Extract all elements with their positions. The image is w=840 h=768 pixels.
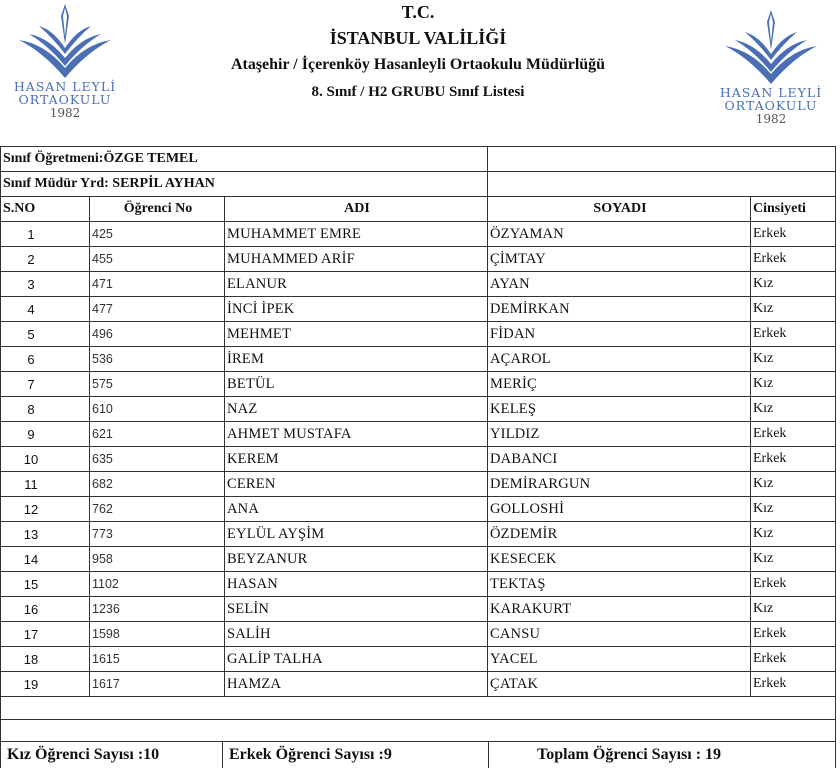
student-sno: 10	[1, 447, 90, 472]
student-sno: 2	[1, 247, 90, 272]
student-sno: 4	[1, 297, 90, 322]
student-no: 610	[90, 397, 225, 422]
student-sno: 12	[1, 497, 90, 522]
student-gender: Erkek	[751, 647, 836, 672]
student-no: 536	[90, 347, 225, 372]
student-surname: ÖZDEMİR	[488, 522, 751, 547]
vice-principal-info: Sınıf Müdür Yrd: SERPİL AYHAN	[1, 172, 488, 197]
student-no: 635	[90, 447, 225, 472]
student-no: 425	[90, 222, 225, 247]
student-no: 455	[90, 247, 225, 272]
header-line-4: 8. Sınıf / H2 GRUBU Sınıf Listesi	[311, 84, 525, 100]
student-surname: MERİÇ	[488, 372, 751, 397]
student-no: 621	[90, 422, 225, 447]
student-name: BETÜL	[225, 372, 488, 397]
student-name: ANA	[225, 497, 488, 522]
student-gender: Kız	[751, 497, 836, 522]
student-name: HAMZA	[225, 672, 488, 697]
student-gender: Erkek	[751, 247, 836, 272]
table-row	[1, 622, 836, 647]
student-gender: Erkek	[751, 622, 836, 647]
table-row	[1, 597, 836, 622]
logo-name-1: HASAN LEYLİ	[719, 85, 823, 100]
student-no: 1236	[90, 597, 225, 622]
student-surname: KELEŞ	[488, 397, 751, 422]
table-row	[1, 472, 836, 497]
student-surname: KESECEK	[488, 547, 751, 572]
student-name: MUHAMMED ARİF	[225, 247, 488, 272]
column-header-gender: Cinsiyeti	[751, 197, 836, 222]
student-name: AHMET MUSTAFA	[225, 422, 488, 447]
table-row	[1, 297, 836, 322]
student-surname: GOLLOSHİ	[488, 497, 751, 522]
student-no: 1615	[90, 647, 225, 672]
table-row	[1, 372, 836, 397]
girl-count: Kız Öğrenci Sayısı :10	[0, 741, 222, 768]
student-gender: Kız	[751, 347, 836, 372]
student-name: ELANUR	[225, 272, 488, 297]
student-no: 496	[90, 322, 225, 347]
student-no: 575	[90, 372, 225, 397]
vice-principal-row	[1, 172, 836, 197]
spacer-row	[1, 697, 836, 720]
student-no: 1102	[90, 572, 225, 597]
student-name: EYLÜL AYŞİM	[225, 522, 488, 547]
student-gender: Erkek	[751, 222, 836, 247]
table-row	[1, 497, 836, 522]
table-header-row	[1, 197, 836, 222]
summary-footer	[0, 741, 836, 768]
student-name: GALİP TALHA	[225, 647, 488, 672]
student-no: 471	[90, 272, 225, 297]
student-surname: ÇİMTAY	[488, 247, 751, 272]
student-name: SALİH	[225, 622, 488, 647]
student-surname: FİDAN	[488, 322, 751, 347]
student-name: SELİN	[225, 597, 488, 622]
table-row	[1, 672, 836, 697]
school-logo-right	[706, 6, 836, 126]
student-sno: 3	[1, 272, 90, 297]
table-row	[1, 272, 836, 297]
student-name: BEYZANUR	[225, 547, 488, 572]
student-no: 1617	[90, 672, 225, 697]
student-sno: 11	[1, 472, 90, 497]
student-gender: Kız	[751, 547, 836, 572]
table-row	[1, 447, 836, 472]
student-no: 1598	[90, 622, 225, 647]
teacher-info: Sınıf Öğretmeni:ÖZGE TEMEL	[1, 147, 488, 172]
student-no: 477	[90, 297, 225, 322]
student-sno: 17	[1, 622, 90, 647]
student-gender: Erkek	[751, 322, 836, 347]
student-gender: Erkek	[751, 447, 836, 472]
student-sno: 5	[1, 322, 90, 347]
table-row	[1, 522, 836, 547]
student-gender: Erkek	[751, 572, 836, 597]
book-pen-logo-icon	[721, 6, 821, 86]
student-surname: DABANCI	[488, 447, 751, 472]
table-row	[1, 647, 836, 672]
student-name: NAZ	[225, 397, 488, 422]
student-no: 762	[90, 497, 225, 522]
student-gender: Erkek	[751, 422, 836, 447]
student-sno: 14	[1, 547, 90, 572]
student-sno: 7	[1, 372, 90, 397]
student-gender: Kız	[751, 522, 836, 547]
book-pen-logo-icon	[15, 0, 115, 80]
student-sno: 15	[1, 572, 90, 597]
student-name: HASAN	[225, 572, 488, 597]
student-surname: CANSU	[488, 622, 751, 647]
student-sno: 1	[1, 222, 90, 247]
student-sno: 19	[1, 672, 90, 697]
student-name: KEREM	[225, 447, 488, 472]
student-table	[0, 146, 836, 720]
table-row	[1, 222, 836, 247]
student-surname: DEMİRARGUN	[488, 472, 751, 497]
student-surname: AÇAROL	[488, 347, 751, 372]
logo-year: 1982	[755, 112, 787, 126]
student-surname: TEKTAŞ	[488, 572, 751, 597]
column-header-name: ADI	[225, 197, 488, 222]
student-gender: Kız	[751, 372, 836, 397]
column-header-surname: SOYADI	[488, 197, 751, 222]
student-sno: 13	[1, 522, 90, 547]
table-row	[1, 322, 836, 347]
student-sno: 8	[1, 397, 90, 422]
student-no: 682	[90, 472, 225, 497]
column-header-sno: S.NO	[1, 197, 90, 222]
column-header-student-no: Öğrenci No	[90, 197, 225, 222]
student-no: 958	[90, 547, 225, 572]
student-name: MUHAMMET EMRE	[225, 222, 488, 247]
student-gender: Erkek	[751, 672, 836, 697]
student-sno: 18	[1, 647, 90, 672]
student-no: 773	[90, 522, 225, 547]
student-surname: DEMİRKAN	[488, 297, 751, 322]
student-name: İNCİ İPEK	[225, 297, 488, 322]
school-logo-left	[0, 0, 130, 120]
student-name: İREM	[225, 347, 488, 372]
table-row	[1, 247, 836, 272]
student-surname: ÖZYAMAN	[488, 222, 751, 247]
table-row	[1, 347, 836, 372]
student-name: CEREN	[225, 472, 488, 497]
student-sno: 16	[1, 597, 90, 622]
student-sno: 6	[1, 347, 90, 372]
table-row	[1, 422, 836, 447]
header-line-3: Ataşehir / İçerenköy Hasanleyli Ortaokulu Müdürlüğü	[230, 56, 606, 73]
logo-name-1: HASAN LEYLİ	[13, 79, 117, 94]
student-sno: 9	[1, 422, 90, 447]
table-row	[1, 572, 836, 597]
student-gender: Kız	[751, 597, 836, 622]
table-row	[1, 547, 836, 572]
student-surname: YILDIZ	[488, 422, 751, 447]
student-name: MEHMET	[225, 322, 488, 347]
boy-count: Erkek Öğrenci Sayısı :9	[222, 741, 488, 768]
total-count: Toplam Öğrenci Sayısı : 19	[488, 741, 836, 768]
student-surname: KARAKURT	[488, 597, 751, 622]
logo-name-2: ORTAOKULU	[18, 92, 112, 107]
student-gender: Kız	[751, 472, 836, 497]
student-gender: Kız	[751, 397, 836, 422]
student-surname: AYAN	[488, 272, 751, 297]
student-surname: YACEL	[488, 647, 751, 672]
logo-name-2: ORTAOKULU	[724, 98, 818, 113]
header-line-2: İSTANBUL VALİLİĞİ	[329, 28, 507, 48]
logo-year: 1982	[49, 106, 81, 120]
header-line-1: T.C.	[401, 2, 435, 22]
student-gender: Kız	[751, 297, 836, 322]
student-surname: ÇATAK	[488, 672, 751, 697]
student-gender: Kız	[751, 272, 836, 297]
table-row	[1, 397, 836, 422]
teacher-row	[1, 147, 836, 172]
